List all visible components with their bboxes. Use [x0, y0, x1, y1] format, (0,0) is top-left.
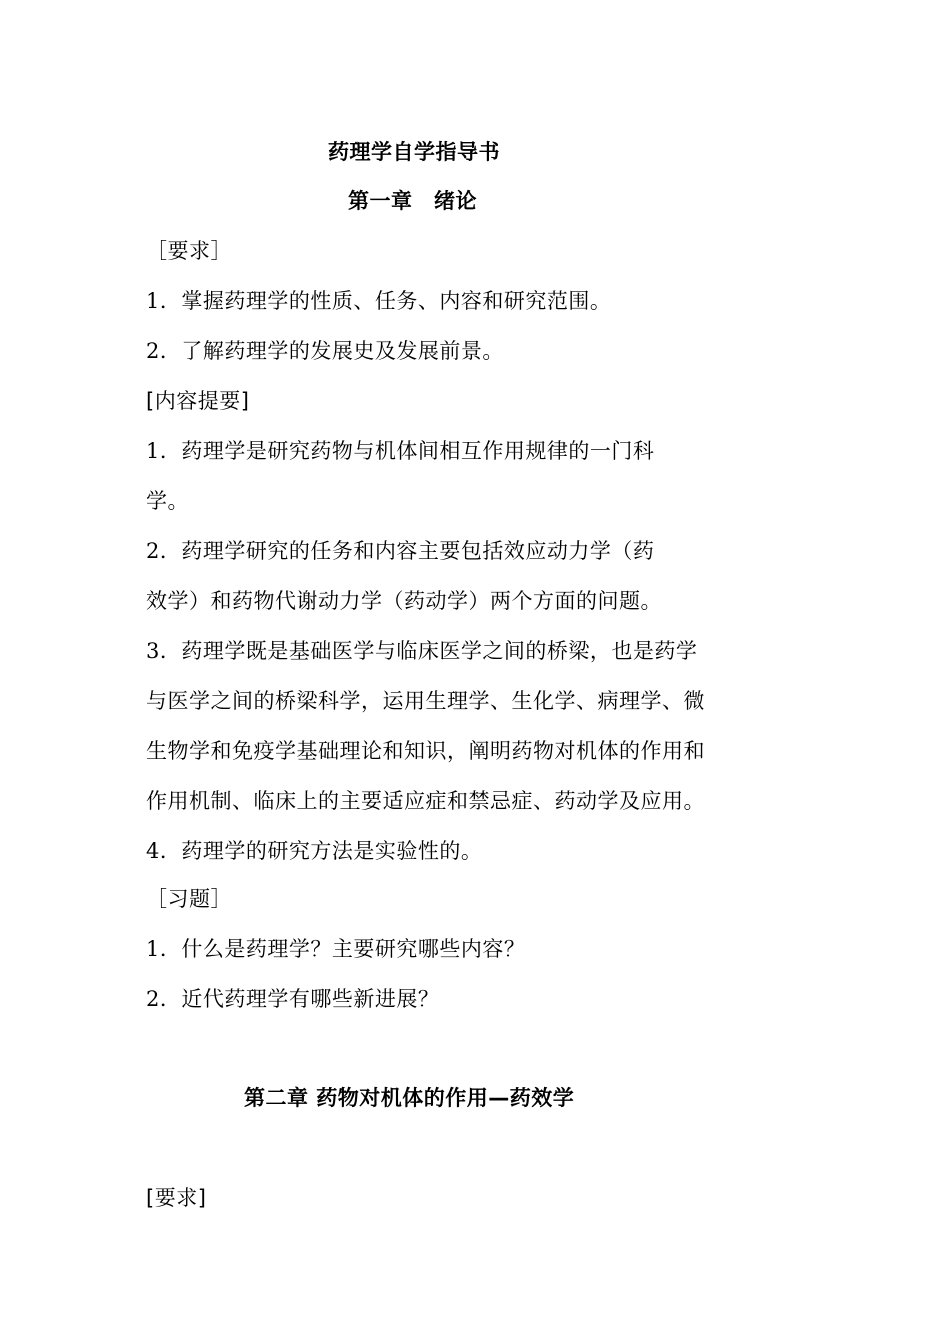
chapter-2-requirements-header: [要求]	[146, 1186, 207, 1210]
exercise-item-2: 2．近代药理学有哪些新进展？	[146, 987, 440, 1011]
chapter-2-title: 第二章 药物对机体的作用—药效学	[244, 1086, 575, 1110]
chapter-1-exercises-header: ［习题］	[146, 887, 232, 911]
summary-line: 与医学之间的桥梁科学，运用生理学、生化学、病理学、微	[146, 689, 705, 713]
summary-line: 1．药理学是研究药物与机体间相互作用规律的一门科	[146, 439, 655, 463]
document-title: 药理学自学指导书	[328, 140, 500, 164]
summary-line: 效学）和药物代谢动力学（药动学）两个方面的问题。	[146, 589, 662, 613]
summary-line: 作用机制、临床上的主要适应症和禁忌症、药动学及应用。	[146, 789, 705, 813]
requirement-item-2: 2．了解药理学的发展史及发展前景。	[146, 339, 504, 363]
summary-line: 2．药理学研究的任务和内容主要包括效应动力学（药	[146, 539, 655, 563]
chapter-1-summary-header: [内容提要]	[146, 389, 250, 413]
chapter-1-requirements-header: ［要求］	[146, 239, 232, 263]
summary-line: 学。	[146, 489, 189, 513]
summary-line: 4．药理学的研究方法是实验性的。	[146, 839, 483, 863]
exercise-item-1: 1．什么是药理学？主要研究哪些内容？	[146, 937, 526, 961]
summary-line: 3．药理学既是基础医学与临床医学之间的桥梁，也是药学	[146, 639, 698, 663]
summary-line: 生物学和免疫学基础理论和知识，阐明药物对机体的作用和	[146, 739, 705, 763]
requirement-item-1: 1．掌握药理学的性质、任务、内容和研究范围。	[146, 289, 612, 313]
chapter-1-title: 第一章 绪论	[348, 189, 477, 213]
